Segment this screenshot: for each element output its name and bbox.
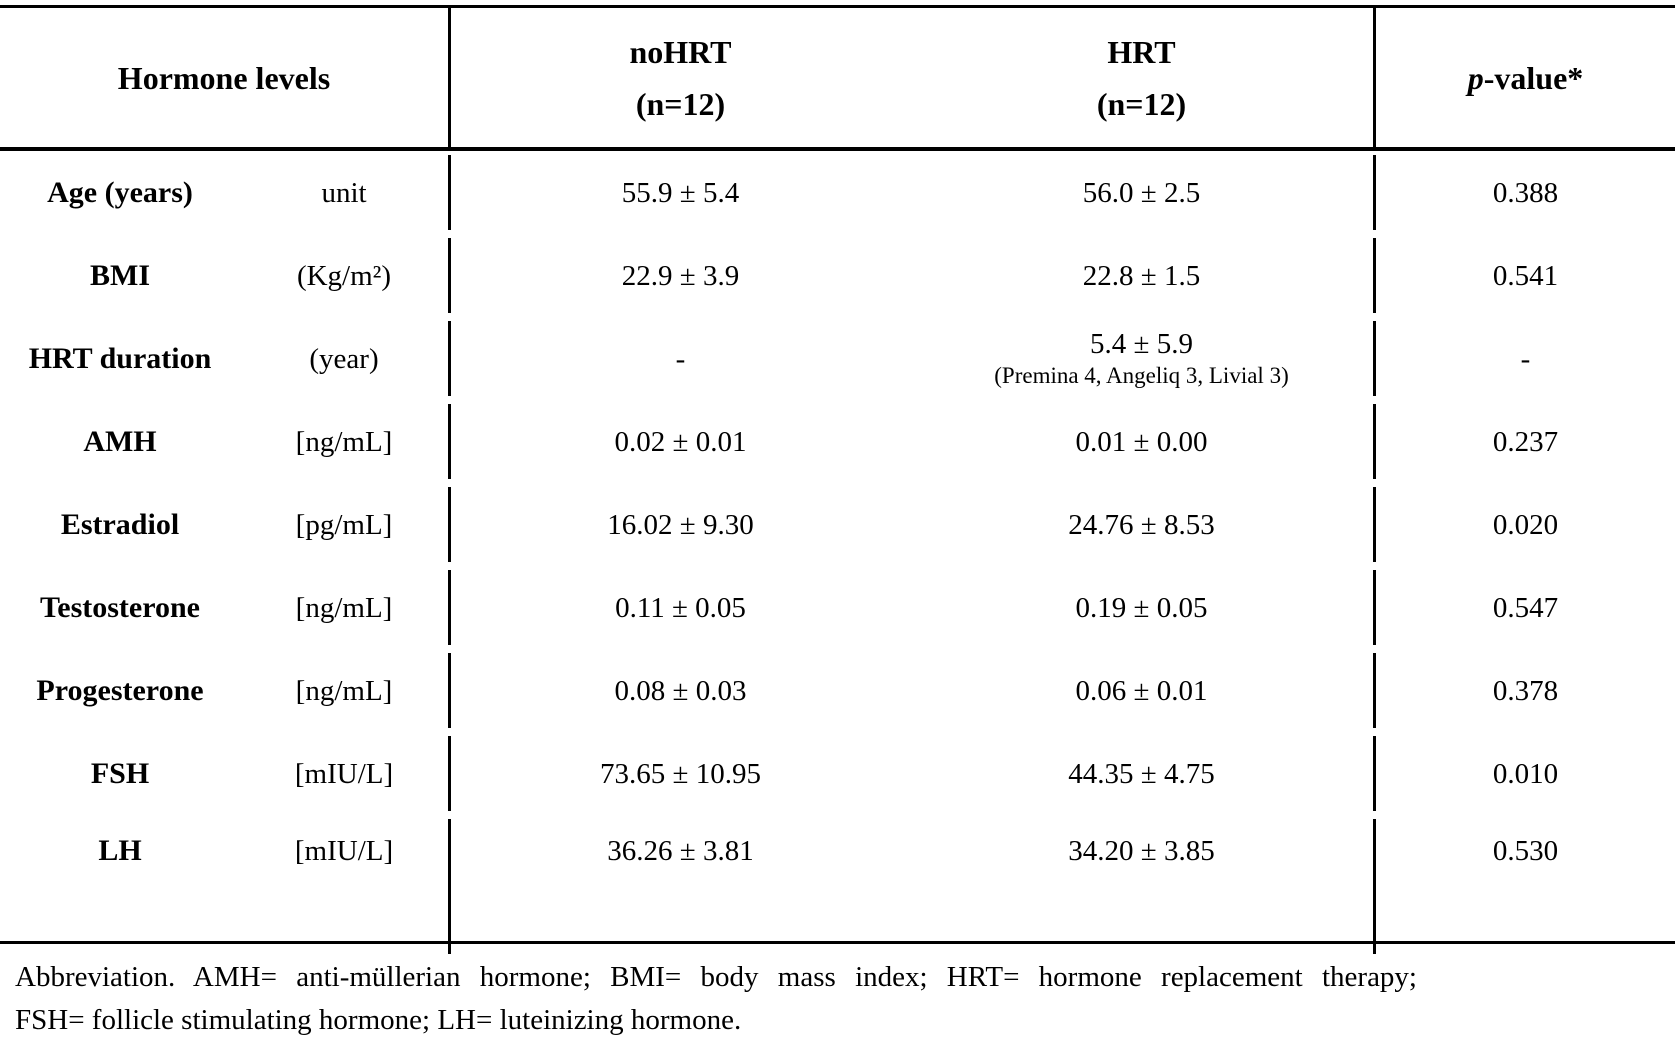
cell-p: 0.020 [1373,487,1675,562]
cell-hrt: 0.19 ± 0.05 [1075,591,1208,624]
hrt-duration-note: (Premina 4, Angeliq 3, Livial 3) [994,362,1289,388]
cell-nohrt: 36.26 ± 3.81 [448,819,910,941]
row-name: Age (years) [47,175,193,209]
p-italic: p [1467,59,1484,96]
table-row-progesterone [0,649,1675,732]
row-unit: [ng/mL] [295,425,393,458]
table-row-bmi [0,234,1675,317]
table-bottom-rule [0,941,1675,944]
table-row-lh [0,815,1675,941]
hrt-duration-mean: 5.4 ± 5.9 [1090,327,1193,360]
cell-nohrt: 55.9 ± 5.4 [448,155,910,230]
cell-p: 0.378 [1373,653,1675,728]
row-unit: [ng/mL] [295,591,393,624]
row-unit: (Kg/m²) [296,259,392,292]
table-row-amh [0,400,1675,483]
table-row-fsh [0,732,1675,815]
table-row-estradiol [0,483,1675,566]
cell-hrt: 0.06 ± 0.01 [1075,674,1208,707]
cell-nohrt: 0.11 ± 0.05 [448,570,910,645]
header-p-value [1373,8,1675,147]
cell-p: 0.541 [1373,238,1675,313]
row-name: Testosterone [40,590,200,624]
cell-nohrt: - [448,321,910,396]
cell-hrt: 44.35 ± 4.75 [1068,757,1215,790]
abbreviation-footnote [15,956,1417,1042]
header-hormone-levels-label: Hormone levels [117,59,331,96]
row-unit: [mIU/L] [294,757,394,790]
header-hrt-n: (n=12) [1096,85,1187,122]
cell-hrt: 0.01 ± 0.00 [1075,425,1208,458]
header-p-value-label [1468,52,1584,104]
cell-p: 0.388 [1373,155,1675,230]
divider-stub-right [1373,944,1376,954]
footnote-line-2: FSH= follicle stimulating hormone; LH= luteinizing hormone. [15,1004,742,1036]
cell-nohrt: 22.9 ± 3.9 [448,238,910,313]
row-name: AMH [83,424,157,458]
row-name: FSH [90,756,150,790]
cell-hrt: 24.76 ± 8.53 [1068,508,1215,541]
cell-hrt: 34.20 ± 3.85 [1068,835,1215,867]
cell-p: 0.010 [1373,736,1675,811]
row-name: LH [98,834,142,867]
cell-nohrt: 16.02 ± 9.30 [448,487,910,562]
row-name: Progesterone [36,673,204,707]
cell-hrt: 56.0 ± 2.5 [1082,176,1201,209]
row-name: HRT duration [28,341,212,375]
header-nohrt [448,8,910,147]
cell-p: 0.237 [1373,404,1675,479]
table-row-testosterone [0,566,1675,649]
row-unit: (year) [309,342,379,375]
header-hrt [910,8,1373,147]
cell-p: 0.547 [1373,570,1675,645]
table-row-age [0,151,1675,234]
header-hrt-label: HRT [1107,33,1176,70]
row-name: Estradiol [60,507,180,541]
cell-nohrt: 73.65 ± 10.95 [448,736,910,811]
divider-stub-left [448,944,451,954]
header-nohrt-n: (n=12) [635,85,726,122]
table-row-hrt-duration [0,317,1675,400]
cell-p: 0.530 [1373,819,1675,941]
p-rest: -value* [1483,59,1584,96]
header-nohrt-label: noHRT [629,33,732,70]
cell-hrt-with-note [910,321,1373,396]
cell-hrt: 22.8 ± 1.5 [1082,259,1201,292]
cell-p: - [1373,321,1675,396]
footnote-line-1: Abbreviation. AMH= anti-müllerian hormone; BMI= body mass index; HRT= hormone replacement therapy; [15,961,1417,993]
header-hormone-levels [0,8,448,147]
row-unit: [mIU/L] [294,835,394,867]
cell-nohrt: 0.08 ± 0.03 [448,653,910,728]
row-unit: [pg/mL] [295,508,393,541]
cell-nohrt: 0.02 ± 0.01 [448,404,910,479]
row-name: BMI [90,258,150,292]
row-unit: unit [321,176,367,209]
row-unit: [ng/mL] [295,674,393,707]
table-header-row [0,8,1675,147]
